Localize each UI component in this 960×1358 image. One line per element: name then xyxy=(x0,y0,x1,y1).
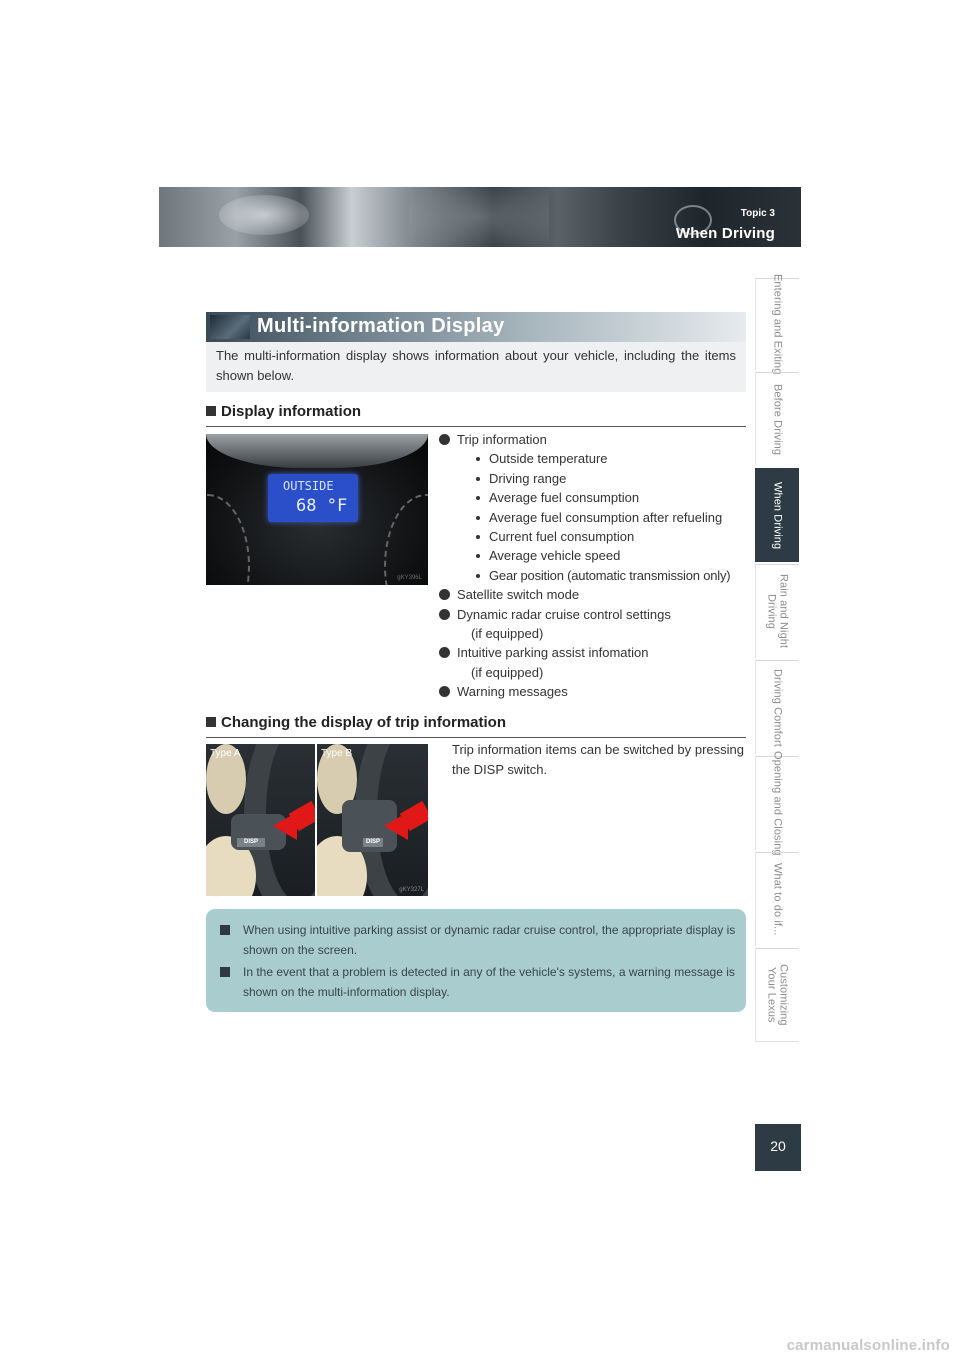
type-b-label: Type B xyxy=(321,748,353,759)
bullet-icon xyxy=(476,496,480,500)
gauge-left xyxy=(206,494,250,585)
trip-change-text: Trip information items can be switched by pressing the DISP switch. xyxy=(452,742,744,777)
list-item: Dynamic radar cruise control settings xyxy=(439,605,749,624)
divider xyxy=(206,737,746,738)
tab-what-to-do-if[interactable]: What to do if... xyxy=(755,852,799,946)
note-item: When using intuitive parking assist or dynamic radar cruise control, the appropriate display is shown on the screen. xyxy=(216,920,736,960)
square-bullet-icon xyxy=(220,925,230,935)
list-item: Intuitive parking assist infomation xyxy=(439,643,749,662)
section-header xyxy=(206,312,746,342)
list-subitem: Average vehicle speed xyxy=(439,546,749,565)
trip-change-heading: Changing the display of trip information xyxy=(206,714,506,731)
list-subitem: Average fuel consumption xyxy=(439,488,749,507)
bullet-icon xyxy=(476,535,480,539)
topic-label: Topic 3 xyxy=(740,208,775,219)
list-subitem: Outside temperature xyxy=(439,449,749,468)
bullet-icon xyxy=(439,647,450,658)
lcd-screen xyxy=(268,474,358,522)
tab-when-driving[interactable]: When Driving xyxy=(755,468,799,562)
gauge-right xyxy=(384,494,428,585)
lcd-line-1: OUTSIDE xyxy=(283,479,334,493)
list-item: Satellite switch mode xyxy=(439,585,749,604)
red-arrow-icon xyxy=(384,812,408,840)
photo-code: gKY327L xyxy=(399,887,424,893)
square-bullet-icon xyxy=(206,717,216,727)
dashboard-image xyxy=(409,187,549,247)
bullet-icon xyxy=(476,574,480,578)
tab-rain-and-night-driving[interactable]: Rain and Night Driving xyxy=(755,564,799,658)
bullet-icon xyxy=(439,434,450,445)
topic-title: When Driving xyxy=(675,225,775,242)
headlight-image xyxy=(219,195,309,235)
list-subitem: Average fuel consumption after refueling xyxy=(439,508,749,527)
multi-info-display-photo xyxy=(206,434,428,585)
display-info-heading: Display information xyxy=(206,403,361,420)
list-item-note: (if equipped) xyxy=(471,664,544,680)
list-item: Trip information xyxy=(439,430,749,449)
list-item: Warning messages xyxy=(439,682,749,701)
list-subitem: Gear position (automatic transmission only) xyxy=(439,566,749,585)
type-a-label: Type A xyxy=(210,748,241,759)
square-bullet-icon xyxy=(220,967,230,977)
divider xyxy=(206,426,746,427)
lcd-line-2: 68 °F xyxy=(296,496,348,516)
disp-switch: DISP xyxy=(363,838,383,847)
watermark: carmanualsonline.info xyxy=(786,1337,950,1354)
bullet-icon xyxy=(476,477,480,481)
header-banner xyxy=(159,187,801,247)
section-thumbnail xyxy=(210,315,250,339)
red-arrow-icon xyxy=(273,812,297,840)
bullet-icon xyxy=(439,589,450,600)
note-item: In the event that a problem is detected in any of the vehicle's systems, a warning message is shown on the multi-information display. xyxy=(216,962,736,1002)
section-intro: The multi-information display shows information about your vehicle, including the items shown below. xyxy=(206,342,746,392)
note-box xyxy=(206,909,746,1012)
bullet-icon xyxy=(439,609,450,620)
tab-before-driving[interactable]: Before Driving xyxy=(755,372,799,466)
steering-switch-photo-type-b xyxy=(317,744,428,896)
tab-entering-and-exiting[interactable]: Entering and Exiting xyxy=(755,278,799,370)
bullet-icon xyxy=(476,554,480,558)
page-number: 20 xyxy=(755,1124,801,1171)
bullet-icon xyxy=(476,457,480,461)
bullet-icon xyxy=(476,516,480,520)
tab-customizing-your-lexus[interactable]: Customizing Your Lexus xyxy=(755,948,799,1042)
cluster-bezel xyxy=(206,434,428,468)
display-items-list xyxy=(439,430,749,702)
list-subitem: Driving range xyxy=(439,469,749,488)
tab-opening-and-closing[interactable]: Opening and Closing xyxy=(755,756,799,850)
section-title: Multi-information Display xyxy=(257,315,505,337)
bullet-icon xyxy=(439,686,450,697)
steering-switch-photo-type-a xyxy=(206,744,315,896)
tab-driving-comfort[interactable]: Driving Comfort xyxy=(755,660,799,754)
photo-code: gKY396L xyxy=(397,575,422,581)
disp-switch: DISP xyxy=(237,838,265,847)
list-subitem: Current fuel consumption xyxy=(439,527,749,546)
square-bullet-icon xyxy=(206,406,216,416)
list-item-note: (if equipped) xyxy=(471,626,544,642)
